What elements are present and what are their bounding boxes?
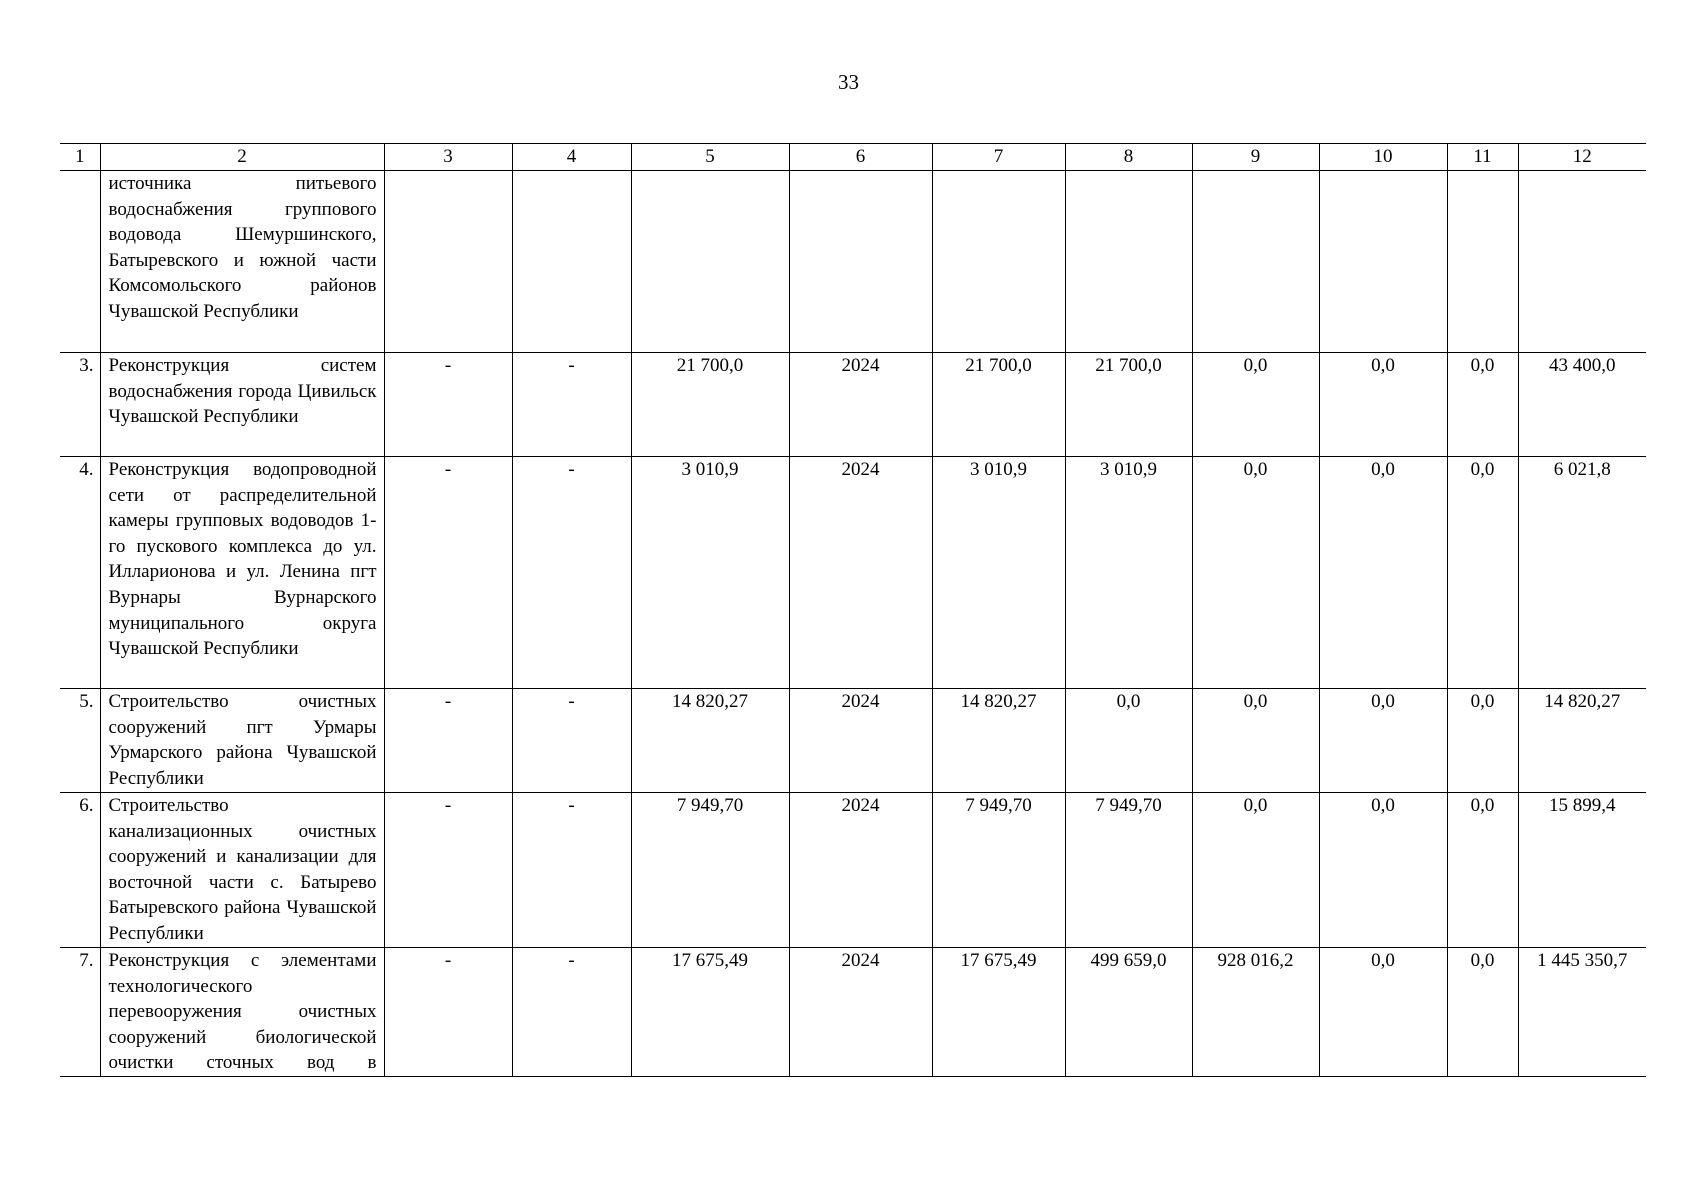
table-cell: 14 820,27 <box>932 689 1065 793</box>
table-cell: 0,0 <box>1319 457 1447 689</box>
table-cell: - <box>512 689 631 793</box>
table-cell: - <box>384 689 512 793</box>
table-cell: 0,0 <box>1319 689 1447 793</box>
row-number: 5. <box>60 689 100 793</box>
table-cell: 499 659,0 <box>1065 948 1192 1077</box>
table-row <box>60 353 1646 457</box>
table-cell: 3 010,9 <box>1065 457 1192 689</box>
object-name: Реконструкция с элементами технологического перевооружения очистных сооружений биологической очистки сточных вод в <box>100 948 384 1077</box>
table-cell <box>1192 171 1319 353</box>
table-cell: - <box>384 457 512 689</box>
table-cell: 15 899,4 <box>1518 793 1646 948</box>
col-header: 1 <box>60 144 100 171</box>
table-cell: 0,0 <box>1447 793 1518 948</box>
table-cell: - <box>512 457 631 689</box>
column-number-row <box>60 144 1646 171</box>
table-cell: 0,0 <box>1192 793 1319 948</box>
table-cell: - <box>512 353 631 457</box>
col-header: 7 <box>932 144 1065 171</box>
table-cell: - <box>384 353 512 457</box>
col-header: 8 <box>1065 144 1192 171</box>
table-cell: - <box>512 793 631 948</box>
col-header: 5 <box>631 144 789 171</box>
table-cell: 21 700,0 <box>631 353 789 457</box>
table-row <box>60 948 1646 1077</box>
table-cell: 0,0 <box>1319 353 1447 457</box>
table-cell: 17 675,49 <box>932 948 1065 1077</box>
table-cell: - <box>512 948 631 1077</box>
table-cell: 0,0 <box>1065 689 1192 793</box>
page-number: 33 <box>838 70 859 94</box>
table-cell: 17 675,49 <box>631 948 789 1077</box>
table-cell: 928 016,2 <box>1192 948 1319 1077</box>
table-cell <box>384 171 512 353</box>
col-header: 9 <box>1192 144 1319 171</box>
table-cell <box>631 171 789 353</box>
row-number: 4. <box>60 457 100 689</box>
table-cell <box>932 171 1065 353</box>
table-row <box>60 171 1646 353</box>
row-number: 6. <box>60 793 100 948</box>
table-cell: 0,0 <box>1319 793 1447 948</box>
col-header: 4 <box>512 144 631 171</box>
table-cell: 3 010,9 <box>631 457 789 689</box>
col-header: 3 <box>384 144 512 171</box>
row-number: 7. <box>60 948 100 1077</box>
object-name: источника питьевого водоснабжения группового водовода Шемуршинского, Батыревского и южной части Комсомольского районов Чувашской Республики <box>100 171 384 353</box>
row-number: 3. <box>60 353 100 457</box>
table-cell: 0,0 <box>1447 948 1518 1077</box>
table-cell: 0,0 <box>1447 689 1518 793</box>
table-cell: - <box>384 793 512 948</box>
table-cell: 6 021,8 <box>1518 457 1646 689</box>
table-cell: 3 010,9 <box>932 457 1065 689</box>
table-cell: 43 400,0 <box>1518 353 1646 457</box>
table-cell: 7 949,70 <box>932 793 1065 948</box>
table-cell <box>1319 171 1447 353</box>
table-cell: 21 700,0 <box>1065 353 1192 457</box>
table-cell: 2024 <box>789 793 932 948</box>
table-row <box>60 689 1646 793</box>
table-cell <box>1065 171 1192 353</box>
table-cell: 0,0 <box>1447 457 1518 689</box>
object-name: Строительство канализационных очистных сооружений и канализации для восточной части с. Батырево Батыревского района Чувашской Республики <box>100 793 384 948</box>
col-header: 2 <box>100 144 384 171</box>
col-header: 10 <box>1319 144 1447 171</box>
table-cell: 2024 <box>789 689 932 793</box>
table-cell <box>1518 171 1646 353</box>
table-cell: 7 949,70 <box>631 793 789 948</box>
table-cell: 0,0 <box>1447 353 1518 457</box>
table-row <box>60 793 1646 948</box>
table-cell: 1 445 350,7 <box>1518 948 1646 1077</box>
object-name: Реконструкция систем водоснабжения города Цивильск Чувашской Республики <box>100 353 384 457</box>
object-name: Реконструкция водопроводной сети от распределительной камеры групповых водоводов 1-го пускового комплекса до ул. Илларионова и ул. Ленина пгт Вурнары Вурнарского муниципального округа Чувашской Республики <box>100 457 384 689</box>
col-header: 6 <box>789 144 932 171</box>
col-header: 12 <box>1518 144 1646 171</box>
table-row <box>60 457 1646 689</box>
table-cell: 0,0 <box>1319 948 1447 1077</box>
table-cell: 7 949,70 <box>1065 793 1192 948</box>
table-cell: 2024 <box>789 353 932 457</box>
table-cell: 0,0 <box>1192 689 1319 793</box>
data-table <box>60 143 1646 1077</box>
table-cell: 0,0 <box>1192 353 1319 457</box>
table-cell: 2024 <box>789 457 932 689</box>
table-cell <box>789 171 932 353</box>
table-cell: 14 820,27 <box>631 689 789 793</box>
col-header: 11 <box>1447 144 1518 171</box>
row-number <box>60 171 100 353</box>
object-name: Строительство очистных сооружений пгт Урмары Урмарского района Чувашской Республики <box>100 689 384 793</box>
table-cell: - <box>384 948 512 1077</box>
table-cell: 14 820,27 <box>1518 689 1646 793</box>
table-cell: 2024 <box>789 948 932 1077</box>
table-cell: 0,0 <box>1192 457 1319 689</box>
table-cell: 21 700,0 <box>932 353 1065 457</box>
table-cell <box>1447 171 1518 353</box>
table-cell <box>512 171 631 353</box>
